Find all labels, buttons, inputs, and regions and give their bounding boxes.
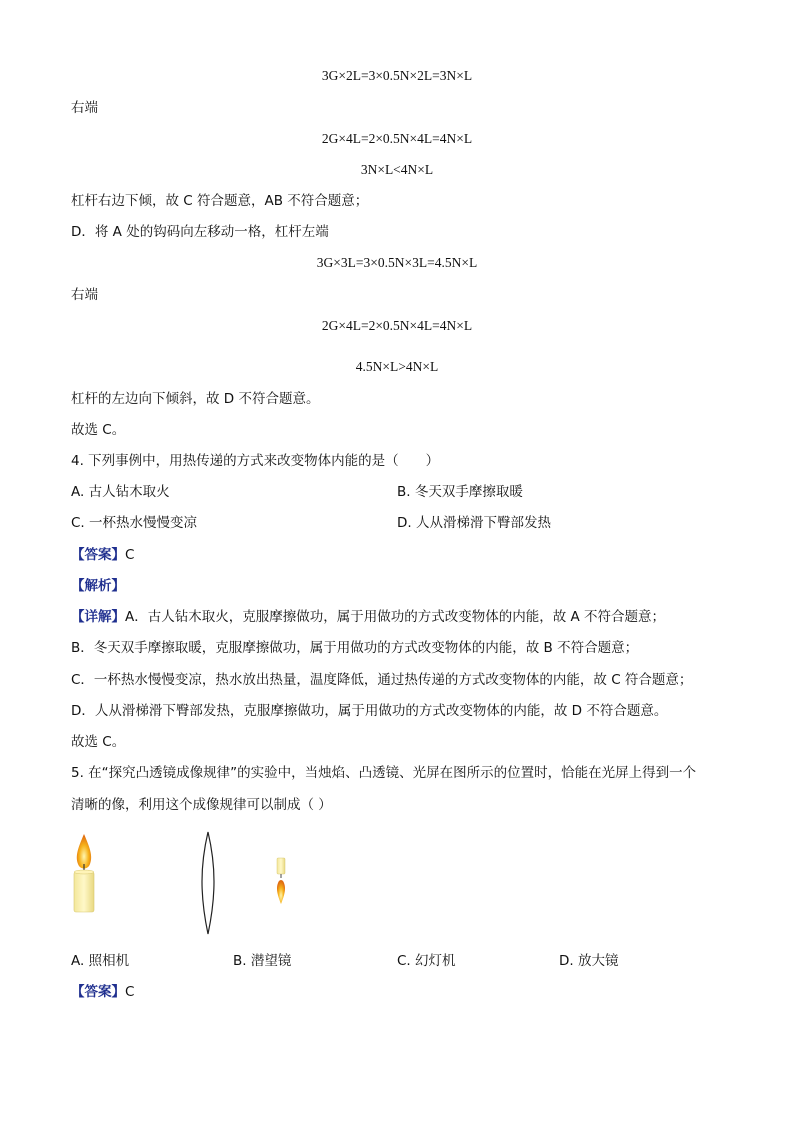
- detail-tag: 【详解】: [71, 609, 125, 625]
- option-d-intro: D．将 A 处的钩码向左移动一格，杠杆左端: [71, 224, 329, 240]
- q4-option-c: C. 一杯热水慢慢变凉: [71, 515, 198, 531]
- q5-option-d: D. 放大镜: [559, 953, 619, 969]
- answer-value: C: [125, 984, 135, 1000]
- q4-detail-c: C．一杯热水慢慢变凉，热水放出热量，温度降低，通过热传递的方式改变物体的内能，故 C 符合题意；: [71, 672, 693, 688]
- q4-option-a: A. 古人钻木取火: [71, 484, 170, 500]
- q5-option-c: C. 幻灯机: [397, 953, 456, 969]
- equation-compare-2: 4.5N×L>4N×L: [355, 359, 439, 374]
- conclusion-option-c: 杠杆右边下倾，故 C 符合题意，AB 不符合题意；: [71, 193, 369, 209]
- lens-experiment-figure: [60, 826, 320, 941]
- q4-option-b: B. 冬天双手摩擦取暖: [397, 484, 523, 500]
- q4-answer: [71, 546, 134, 564]
- answer-value: C: [125, 547, 135, 563]
- equation-right-moment-2: 2G×4L=2×0.5N×4L=4N×L: [321, 318, 473, 333]
- q4-detail-b: B．冬天双手摩擦取暖，克服摩擦做功，属于用做功的方式改变物体的内能，故 B 不符合题意；: [71, 640, 639, 656]
- equation-left-moment-2: 3G×3L=3×0.5N×3L=4.5N×L: [316, 255, 478, 270]
- answer-tag: 【答案】: [71, 984, 125, 1000]
- answer-tag: 【答案】: [71, 547, 125, 563]
- candle-icon: [74, 834, 94, 912]
- q5-answer: [71, 983, 134, 1001]
- q4-option-d: D. 人从滑梯滑下臀部发热: [397, 515, 551, 531]
- q5-option-a: A. 照相机: [71, 953, 130, 969]
- convex-lens-icon: [202, 832, 214, 934]
- analysis-tag: 【解析】: [71, 578, 125, 594]
- question-5-stem-line1: 5. 在“探究凸透镜成像规律”的实验中，当烛焰、凸透镜、光屏在图所示的位置时，恰能在光屏上得到一个: [71, 765, 697, 781]
- q4-detail-d: D．人从滑梯滑下臀部发热，克服摩擦做功，属于用做功的方式改变物体的内能，故 D 不符合题意。: [71, 703, 668, 719]
- right-end-label-2: 右端: [71, 287, 98, 303]
- q5-option-b: B. 潜望镜: [233, 953, 292, 969]
- detail-a-text: A．古人钻木取火，克服摩擦做功，属于用做功的方式改变物体的内能，故 A 不符合题意；: [125, 609, 666, 625]
- q4-detail-a: [71, 608, 665, 626]
- conclusion-option-d: 杠杆的左边向下倾斜，故 D 不符合题意。: [71, 391, 320, 407]
- equation-compare-1: 3N×L<4N×L: [360, 162, 434, 177]
- question-4-stem: 4. 下列事例中，用热传递的方式来改变物体内能的是（ ）: [71, 453, 440, 469]
- inverted-candle-image-icon: [277, 858, 285, 904]
- q4-analysis-heading: [71, 577, 125, 595]
- equation-right-moment-1: 2G×4L=2×0.5N×4L=4N×L: [321, 131, 473, 146]
- question-5-stem-line2: 清晰的像，利用这个成像规律可以制成（ ）: [71, 797, 332, 813]
- q4-choose: 故选 C。: [71, 734, 126, 750]
- right-end-label-1: 右端: [71, 100, 98, 116]
- choose-line-1: 故选 C。: [71, 422, 126, 438]
- equation-left-moment-1: 3G×2L=3×0.5N×2L=3N×L: [321, 68, 473, 83]
